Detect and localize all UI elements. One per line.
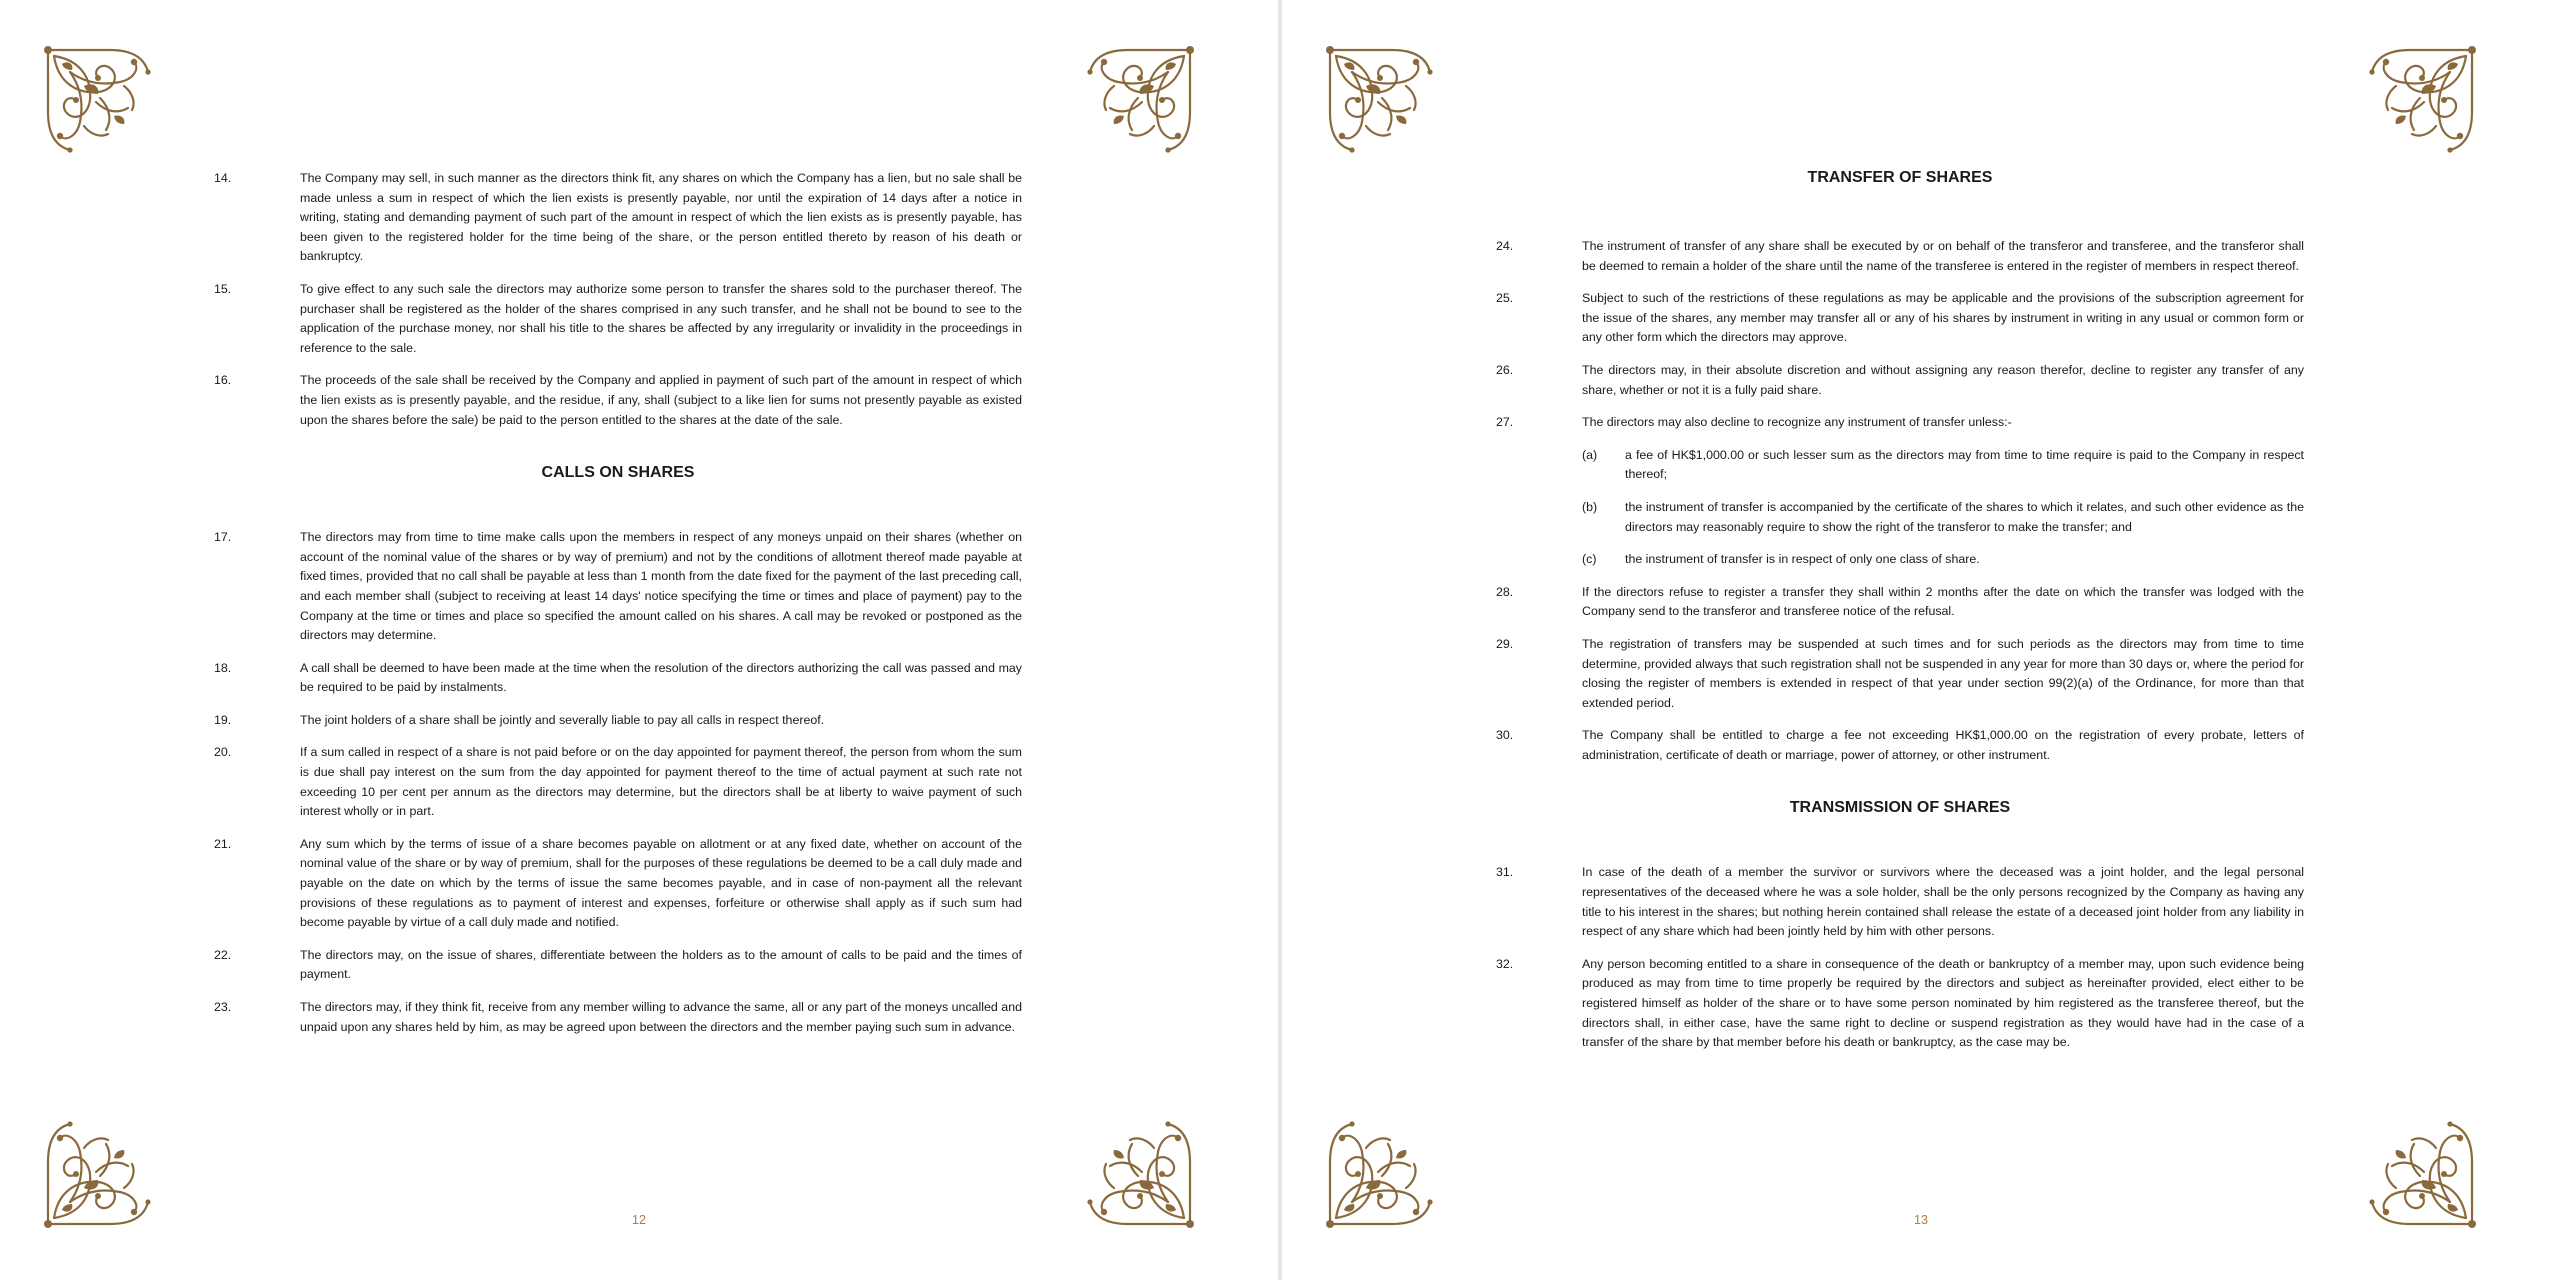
clause [214, 371, 1022, 430]
clause-number: 22. [214, 947, 232, 962]
clause [214, 528, 1022, 646]
page-number: 13 [1914, 1213, 1928, 1227]
clause-text: The directors may, on the issue of shares, differentiate between the holders as to the amount of calls to be paid and the times of payment. [300, 947, 1022, 982]
clause-number: 25. [1496, 291, 1514, 306]
corner-flourish-icon [1082, 42, 1198, 158]
subclause-text: the instrument of transfer is accompanied by the certificate of the shares to which it relates, and such other evidence as the directors may reasonably require to show the right of the transferor to make the transfer; and [1625, 499, 2304, 534]
subclause-label: (a) [1582, 447, 1598, 462]
subclause-label: (c) [1582, 552, 1597, 567]
clause [1496, 237, 2304, 276]
clause-number: 15. [214, 281, 232, 296]
clause-number: 31. [1496, 865, 1514, 880]
clause-text: If the directors refuse to register a transfer they shall within 2 months after the date on which the transfer was lodged with the Company send to the transferor and transferee notice of the refusal. [1582, 584, 2304, 619]
clause-text: In case of the death of a member the survivor or survivors where the deceased was a joint holder, and the legal personal representatives of the deceased where he was a sole holder, shall be the only persons recognized by the Company as having any title to his interest in the shares; but nothing herein contained shall release the estate of a deceased joint holder from any liability in respect of any share which had been jointly held by him with other persons. [1582, 865, 2304, 939]
clause [1496, 635, 2304, 713]
clause [214, 743, 1022, 821]
subclause-text: the instrument of transfer is in respect of only one class of share. [1625, 552, 1980, 567]
clause-text: The directors may, if they think fit, receive from any member willing to advance the same, all or any part of the moneys uncalled and unpaid upon any shares held by him, as may be agreed upon between the directors and the member paying such sum in advance. [300, 1000, 1022, 1034]
clause-text: The Company may sell, in such manner as the directors think fit, any shares on which the Company has a lien, but no sale shall be made unless a sum in respect of which the lien exists is presently payable, nor until the expiration of 14 days after a notice in writing, stating and demanding payment of such part of the amount in respect of which the lien exists as is presently payable, has been given to the registered holder for the time being of the share, or the person entitled thereto by reason of his death or bankruptcy. [300, 171, 1022, 264]
clause-number: 16. [214, 373, 232, 388]
section-heading: TRANSMISSION OF SHARES [1789, 799, 2011, 817]
subclause-text: a fee of HK$1,000.00 or such lesser sum as the directors may from time to time require is paid to the Company in respect thereof; [1625, 447, 2304, 482]
clause [1496, 726, 2304, 765]
clause [214, 711, 1022, 731]
clause-number: 20. [214, 745, 232, 760]
subclause-label: (b) [1582, 499, 1598, 514]
corner-flourish-icon [1322, 42, 1438, 158]
corner-flourish-icon [40, 42, 156, 158]
clause-text: If a sum called in respect of a share is not paid before or on the day appointed for payment thereof, the person from whom the sum is due shall pay interest on the sum from the day appointed for payment thereof to the time of actual payment at such rate not exceeding 10 per cent per annum as the directors may determine, but the directors shall be at liberty to waive payment of such interest wholly or in part. [300, 745, 1022, 819]
clause-text: Any person becoming entitled to a share in consequence of the death or bankruptcy of a member may, upon such evidence being produced as may from time to time properly be required by the directors and subject as hereinafter provided, elect either to be registered himself as holder of the share or to have some person nominated by him registered as the transferee thereof, but the directors shall, in either case, have the same right to decline or suspend registration as they would have had in the case of a transfer of the share by that member before his death or bankruptcy, as the case may be. [1582, 956, 2304, 1050]
clause [1496, 289, 2304, 348]
clause-number: 17. [214, 530, 232, 545]
clause-text: The instrument of transfer of any share shall be executed by or on behalf of the transferor and transferee, and the transferor shall be deemed to remain a holder of the share until the name of the transferee is entered in the register of members in respect thereof. [1582, 239, 2304, 273]
clause [214, 946, 1022, 985]
clause-number: 18. [214, 660, 232, 675]
clause-text: To give effect to any such sale the directors may authorize some person to transfer the shares sold to the purchaser thereof. The purchaser shall be registered as the holder of the shares comprised in any such transfer, and he shall not be bound to see to the application of the purchase money, nor shall his title to the shares be affected by any irregularity or invalidity in the proceedings in reference to the sale. [300, 281, 1022, 355]
clause-number: 23. [214, 1000, 232, 1014]
clause-text: The joint holders of a share shall be jointly and severally liable to pay all calls in respect thereof. [300, 712, 825, 727]
clause-number: 21. [214, 836, 232, 851]
clause-text: A call shall be deemed to have been made at the time when the resolution of the directors authorizing the call was passed and may be required to be paid by instalments. [300, 660, 1022, 695]
clause [1496, 863, 2304, 941]
clause [214, 835, 1022, 933]
page-right [1282, 0, 2560, 1280]
clause-number: 30. [1496, 728, 1514, 743]
page-body [214, 169, 1022, 1050]
clause-text: The registration of transfers may be suspended at such times and for such periods as the directors may from time to time determine, provided always that such registration shall not be suspended in any year for more than 30 days or, where the period for closing the register of members is extended in respect of that year under section 99(2)(a) of the Ordinance, for more than that extended period. [1582, 636, 2304, 710]
section-heading: CALLS ON SHARES [541, 464, 695, 482]
clause-number: 32. [1496, 956, 1514, 971]
clause-number: 24. [1496, 239, 1514, 253]
subclause [1582, 550, 2304, 570]
page-body [1496, 169, 2304, 1066]
clause [1496, 361, 2304, 400]
clause [214, 659, 1022, 698]
clause [1496, 955, 2304, 1053]
clause-number: 27. [1496, 415, 1514, 430]
clause-number: 14. [214, 171, 232, 185]
page-number: 12 [632, 1213, 646, 1227]
clause [214, 280, 1022, 358]
clause-text: The directors may also decline to recognize any instrument of transfer unless:- [1582, 415, 2012, 430]
corner-flourish-icon [2364, 42, 2480, 158]
clause [1496, 413, 2304, 433]
clause-number: 26. [1496, 362, 1514, 377]
clause-text: The proceeds of the sale shall be received by the Company and applied in payment of such part of the amount in respect of which the lien exists as is presently payable, and the residue, if any, shall (subject to a like lien for sums not presently payable as existed upon the shares before the sale) be paid to the person entitled to the shares at the date of the sale. [300, 373, 1022, 427]
clause-text: The directors may from time to time make calls upon the members in respect of any moneys unpaid on their shares (whether on account of the nominal value of the shares or by way of premium) and not by the conditions of allotment thereof made payable at fixed times, provided that no call shall be payable at less than 1 month from the date fixed for the payment of the last preceding call, and each member shall (subject to receiving at least 14 days' notice specifying the time or times and place of payment) pay to the Company at the time or times and place so specified the amount called on his shares. A call may be revoked or postponed as the directors may determine. [300, 530, 1022, 643]
clause-number: 19. [214, 712, 232, 727]
clause-text: The Company shall be entitled to charge a fee not exceeding HK$1,000.00 on the registration of every probate, letters of administration, certificate of death or marriage, power of attorney, or other instrument. [1582, 728, 2304, 762]
subclause [1582, 498, 2304, 537]
page-left [0, 0, 1278, 1280]
clause [214, 169, 1022, 267]
clause [214, 998, 1022, 1037]
clause-text: The directors may, in their absolute discretion and without assigning any reason therefor, decline to register any transfer of any share, whether or not it is a fully paid share. [1582, 362, 2304, 397]
clause-text: Any sum which by the terms of issue of a share becomes payable on allotment or at any fixed date, whether on account of the nominal value of the share or by way of premium, shall for the purposes of these regulations be deemed to be a call duly made and payable on the date on which by the terms of issue the same becomes payable, and in case of non-payment all the relevant provisions of these regulations as to payment of interest and expenses, forfeiture or otherwise shall apply as if such sum had become payable by virtue of a call duly made and notified. [300, 836, 1022, 930]
clause-number: 29. [1496, 636, 1514, 651]
clause [1496, 583, 2304, 622]
clause-number: 28. [1496, 584, 1514, 599]
section-heading: TRANSFER OF SHARES [1807, 169, 1993, 186]
subclause [1582, 446, 2304, 485]
clause-text: Subject to such of the restrictions of these regulations as may be applicable and the provisions of the subscription agreement for the issue of the shares, any member may transfer all or any of his shares by instrument in writing in any usual or common form or any other form which the directors may approve. [1582, 291, 2304, 345]
